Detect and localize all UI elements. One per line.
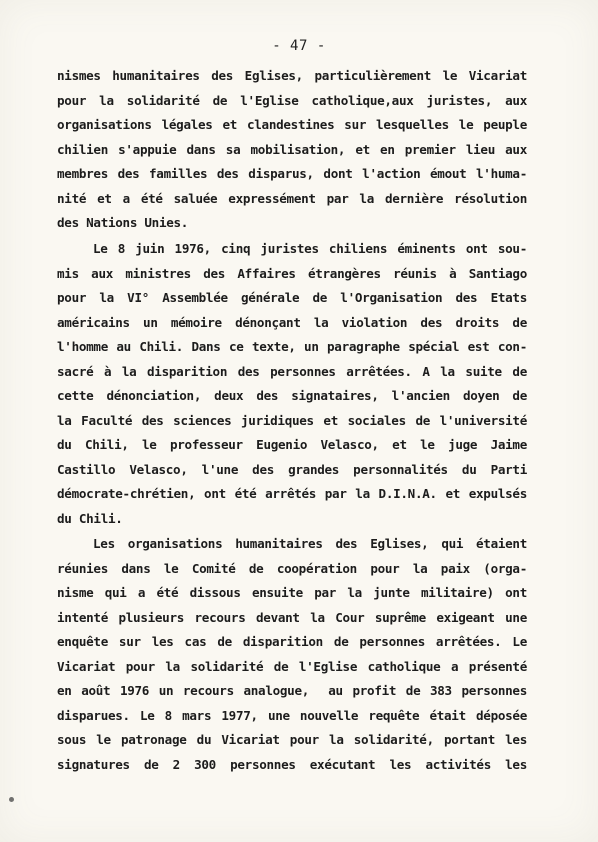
text-line: Castillo Velasco, l'une des grandes personnalités du Parti — [57, 461, 527, 477]
text-line: nisme qui a été dissous ensuite par la junte militaire) ont — [57, 585, 527, 600]
text-line: sous le patronage du Vicariat pour la solidarité, portant les — [57, 732, 527, 747]
text-line: disparues. Le 8 mars 1977, une nouvelle requête était déposée — [57, 707, 527, 723]
text-line: du Chili, le professeur Eugenio Velasco, et le juge Jaime — [57, 437, 527, 452]
text-line: démocrate-chrétien, ont été arrêtés par la D.I.N.A. et expulsés — [57, 486, 527, 501]
text-line: cette dénonciation, deux des signataires, l'ancien doyen de — [57, 388, 527, 403]
text-line: signatures de 2 300 personnes exécutant les activités les — [57, 756, 527, 772]
punch-hole-mark — [9, 797, 14, 802]
text-line: du Chili. — [57, 510, 123, 526]
text-line: chilien s'appuie dans sa mobilisation, et en premier lieu aux — [57, 141, 527, 157]
text-line: intenté plusieurs recours devant la Cour suprême exigeant une — [57, 609, 527, 625]
text-line: Les organisations humanitaires des Eglises, qui étaient — [93, 536, 527, 551]
text-line: organisations légales et clandestines sur lesquelles le peuple — [57, 117, 527, 132]
text-line: Vicariat pour la solidarité de l'Eglise catholique a présenté — [57, 658, 527, 674]
text-line: pour la VI° Assemblée générale de l'Organisation des Etats — [57, 290, 527, 305]
text-line: l'homme au Chili. Dans ce texte, un paragraphe spécial est con- — [57, 339, 527, 354]
text-line: pour la solidarité de l'Eglise catholique,aux juristes, aux — [57, 92, 527, 108]
text-line: réunies dans le Comité de coopération pour la paix (orga- — [57, 560, 527, 576]
text-line: des Nations Unies. — [57, 215, 189, 230]
text-line: nismes humanitaires des Eglises, particulièrement le Vicariat — [57, 68, 527, 83]
text-line: en août 1976 un recours analogue, au profit de 383 personnes — [57, 683, 527, 698]
text-line: membres des familles des disparus, dont l'action émout l'huma- — [57, 166, 527, 181]
text-line: américains un mémoire dénonçant la violation des droits de — [57, 314, 527, 330]
text-line: mis aux ministres des Affaires étrangères réunis à Santiago — [57, 265, 527, 281]
page-number: - 47 - — [272, 38, 326, 54]
text-line: Le 8 juin 1976, cinq juristes chiliens éminents ont sou- — [93, 241, 527, 256]
text-line: sacré à la disparition des personnes arrêtées. A la suite de — [57, 363, 527, 379]
text-line: nité et a été saluée expressément par la dernière résolution — [57, 190, 527, 206]
text-line: enquête sur les cas de disparition de personnes arrêtées. Le — [57, 634, 527, 649]
text-line: la Faculté des sciences juridiques et sociales de l'université — [57, 412, 527, 428]
